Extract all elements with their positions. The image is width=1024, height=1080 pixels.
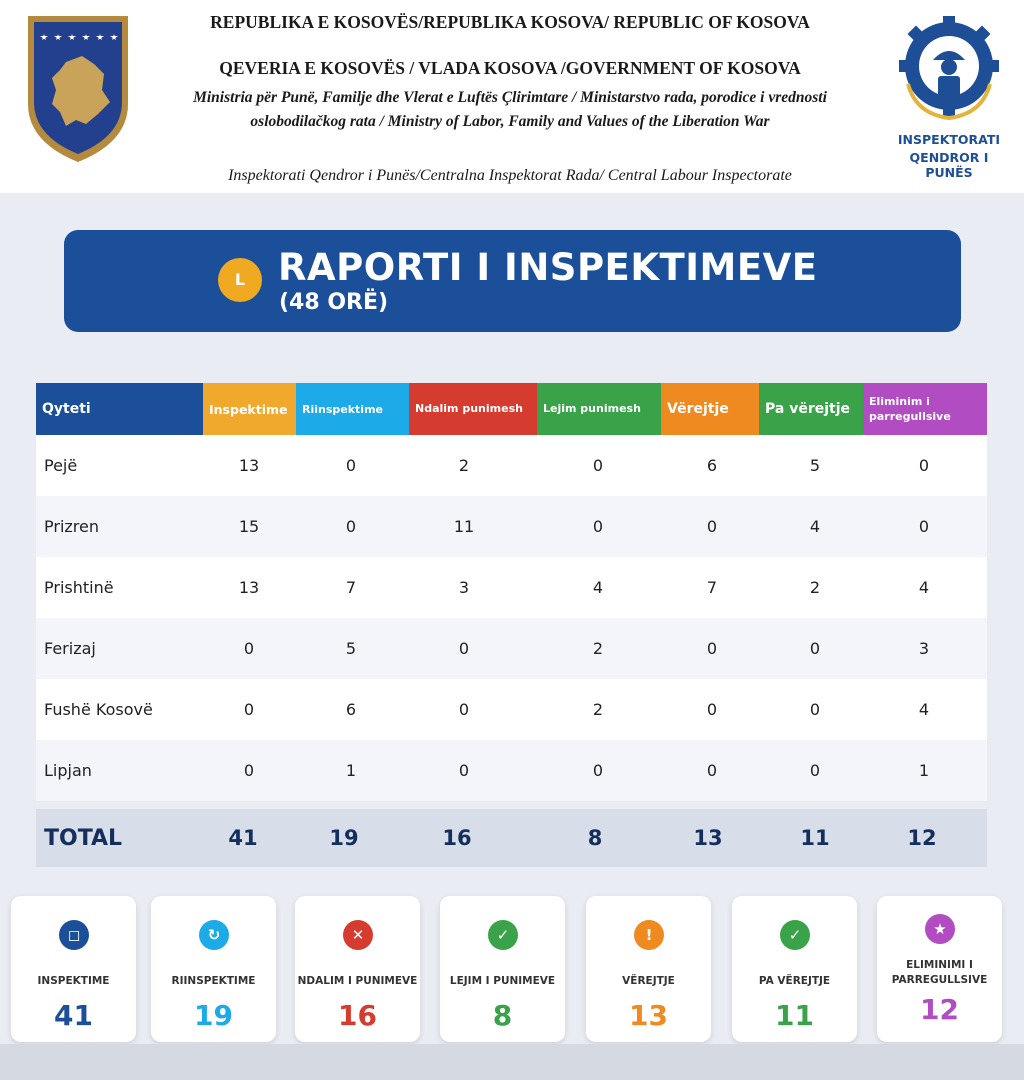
cell-verejtje: 6 bbox=[706, 456, 718, 475]
summary-card-eliminim bbox=[877, 896, 1002, 1042]
footer-band bbox=[0, 1044, 1024, 1080]
header-line-inspectorate: Inspektorati Qendror i Punës/Centralna Inspektorat Rada/ Central Labour Inspectorate bbox=[228, 167, 792, 184]
row-city: Fushë Kosovë bbox=[44, 700, 153, 719]
card-value: 11 bbox=[775, 999, 814, 1032]
cell-pa-verejtje: 0 bbox=[809, 639, 821, 658]
cell-inspektime: 0 bbox=[243, 700, 255, 719]
cell-inspektime: 13 bbox=[238, 578, 260, 597]
cell-lejim: 0 bbox=[592, 456, 604, 475]
check-icon: ✓ bbox=[780, 920, 810, 950]
total-verejtje: 13 bbox=[693, 826, 723, 850]
cell-eliminim: 0 bbox=[918, 517, 930, 536]
row-city: Pejë bbox=[44, 456, 78, 475]
card-value: 19 bbox=[194, 999, 233, 1032]
table-header bbox=[36, 383, 987, 435]
report-title: RAPORTI I INSPEKTIMEVE bbox=[278, 246, 818, 289]
report-title-banner bbox=[64, 230, 961, 332]
cell-eliminim: 4 bbox=[918, 578, 930, 597]
cell-ndalim: 11 bbox=[453, 517, 475, 536]
table-row bbox=[36, 740, 987, 801]
cell-riinspektime: 0 bbox=[345, 456, 357, 475]
header-line-republic: REPUBLIKA E KOSOVËS/REPUBLIKA KOSOVA/ REPUBLIC OF KOSOVA bbox=[210, 12, 810, 32]
card-value: 8 bbox=[492, 999, 513, 1032]
x-icon: ✕ bbox=[343, 920, 373, 950]
card-label: NDALIM I PUNIMEVE bbox=[297, 975, 418, 987]
cell-ndalim: 0 bbox=[458, 761, 470, 780]
cell-verejtje: 0 bbox=[706, 700, 718, 719]
header-eliminim: Eliminim i parregullsive bbox=[863, 383, 987, 435]
total-eliminim: 12 bbox=[907, 826, 937, 850]
check-icon: ✓ bbox=[488, 920, 518, 950]
worker-gear-icon bbox=[886, 14, 1012, 124]
summary-card-lejim bbox=[440, 896, 565, 1042]
cell-ndalim: 0 bbox=[458, 639, 470, 658]
cell-riinspektime: 1 bbox=[345, 761, 357, 780]
document-header bbox=[0, 0, 1024, 193]
header-riinspektime: Riinspektime bbox=[296, 383, 409, 435]
card-value: 13 bbox=[629, 999, 668, 1032]
summary-card-inspektime bbox=[11, 896, 136, 1042]
header-city: Qyteti bbox=[36, 383, 203, 435]
summary-card-pa-verejtje bbox=[732, 896, 857, 1042]
row-city: Ferizaj bbox=[44, 639, 96, 658]
cell-pa-verejtje: 5 bbox=[809, 456, 821, 475]
cell-eliminim: 4 bbox=[918, 700, 930, 719]
cell-riinspektime: 7 bbox=[345, 578, 357, 597]
table-row bbox=[36, 435, 987, 496]
cell-pa-verejtje: 2 bbox=[809, 578, 821, 597]
table-row bbox=[36, 496, 987, 557]
summary-card-riinspektime bbox=[151, 896, 276, 1042]
cell-lejim: 0 bbox=[592, 517, 604, 536]
header-inspektime: Inspektime bbox=[203, 383, 296, 435]
total-label: TOTAL bbox=[44, 825, 123, 851]
table-row bbox=[36, 618, 987, 679]
cell-lejim: 2 bbox=[592, 700, 604, 719]
inspectorate-logo bbox=[886, 14, 1012, 180]
cell-ndalim: 2 bbox=[458, 456, 470, 475]
refresh-icon: ↻ bbox=[199, 920, 229, 950]
card-value: 16 bbox=[338, 999, 377, 1032]
exclamation-icon: ! bbox=[634, 920, 664, 950]
cell-verejtje: 7 bbox=[706, 578, 718, 597]
cell-eliminim: 3 bbox=[918, 639, 930, 658]
cell-verejtje: 0 bbox=[706, 639, 718, 658]
table-row bbox=[36, 557, 987, 618]
row-city: Prishtinë bbox=[44, 578, 114, 597]
total-inspektime: 41 bbox=[228, 826, 258, 850]
square-icon: ◻ bbox=[59, 920, 89, 950]
cell-lejim: 2 bbox=[592, 639, 604, 658]
total-pa-verejtje: 11 bbox=[800, 826, 830, 850]
card-value: 12 bbox=[920, 993, 959, 1026]
header-ndalim: Ndalim punimesh bbox=[409, 383, 537, 435]
cell-lejim: 4 bbox=[592, 578, 604, 597]
header-pa-verejtje: Pa vërejtje bbox=[759, 383, 863, 435]
cell-verejtje: 0 bbox=[706, 761, 718, 780]
row-city: Lipjan bbox=[44, 761, 92, 780]
card-label: LEJIM I PUNIMEVE bbox=[449, 975, 556, 987]
cell-inspektime: 13 bbox=[238, 456, 260, 475]
card-label: RIINSPEKTIME bbox=[171, 975, 256, 987]
card-label: PA VËREJTJE bbox=[758, 975, 831, 987]
card-label: VËREJTJE bbox=[622, 975, 675, 987]
kosovo-coat-of-arms bbox=[22, 12, 134, 164]
cell-ndalim: 3 bbox=[458, 578, 470, 597]
row-city: Prizren bbox=[44, 517, 99, 536]
total-lejim: 8 bbox=[587, 826, 603, 850]
total-ndalim: 16 bbox=[442, 826, 472, 850]
cell-pa-verejtje: 0 bbox=[809, 761, 821, 780]
clock-icon: L bbox=[218, 258, 262, 302]
card-label: ELIMINIMI I PARREGULLSIVE bbox=[891, 959, 988, 986]
cell-lejim: 0 bbox=[592, 761, 604, 780]
header-line-ministry: Ministria për Punë, Familje dhe Vlerat e Luftës Çlirimtare / Ministarstvo rada, porodice i vrednosti oslobodilačkog rata / Ministry of Labor, Family and Values of the Liberation War bbox=[193, 89, 827, 130]
cell-eliminim: 1 bbox=[918, 761, 930, 780]
cell-riinspektime: 6 bbox=[345, 700, 357, 719]
report-subtitle: (48 ORË) bbox=[279, 290, 389, 315]
total-riinspektime: 19 bbox=[329, 826, 359, 850]
card-value: 41 bbox=[54, 999, 93, 1032]
summary-card-verejtje bbox=[586, 896, 711, 1042]
cell-eliminim: 0 bbox=[918, 456, 930, 475]
cell-riinspektime: 5 bbox=[345, 639, 357, 658]
header-lejim: Lejim punimesh bbox=[537, 383, 661, 435]
cell-verejtje: 0 bbox=[706, 517, 718, 536]
cell-ndalim: 0 bbox=[458, 700, 470, 719]
header-verejtje: Vërejtje bbox=[661, 383, 759, 435]
cell-riinspektime: 0 bbox=[345, 517, 357, 536]
cell-pa-verejtje: 0 bbox=[809, 700, 821, 719]
table-total-row bbox=[36, 809, 987, 867]
cell-pa-verejtje: 4 bbox=[809, 517, 821, 536]
cell-inspektime: 0 bbox=[243, 639, 255, 658]
summary-card-ndalim bbox=[295, 896, 420, 1042]
cell-inspektime: 0 bbox=[243, 761, 255, 780]
header-line-government: QEVERIA E KOSOVËS / VLADA KOSOVA /GOVERNMENT OF KOSOVA bbox=[219, 58, 801, 78]
star-icon: ★ bbox=[925, 914, 955, 944]
cell-inspektime: 15 bbox=[238, 517, 260, 536]
logo-label-line2: QENDROR I PUNËS bbox=[909, 150, 989, 180]
table-row bbox=[36, 679, 987, 740]
card-label: INSPEKTIME bbox=[37, 975, 110, 987]
logo-label-line1: INSPEKTORATI bbox=[897, 132, 1001, 147]
